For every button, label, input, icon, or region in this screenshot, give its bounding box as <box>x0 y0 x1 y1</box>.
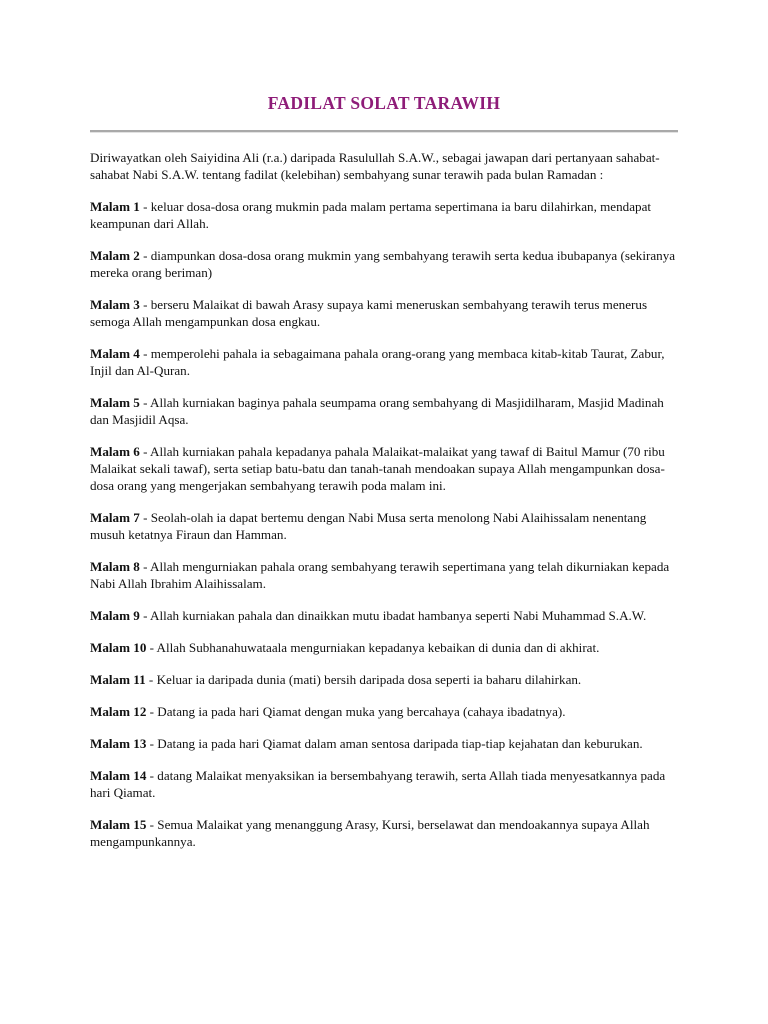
night-paragraph-4 <box>90 345 680 379</box>
night-label: Malam 5 <box>90 395 140 410</box>
night-description: - berseru Malaikat di bawah Arasy supaya kami meneruskan sembahyang terawih terus menerus semoga Allah mengampunkan dosa engkau. <box>90 297 648 329</box>
night-paragraph-5 <box>90 394 680 428</box>
intro-paragraph: Diriwayatkan oleh Saiyidina Ali (r.a.) daripada Rasulullah S.A.W., sebagai jawapan dari pertanyaan sahabat-sahabat Nabi S.A.W. tentang fadilat (kelebihan) sembahyang sunar terawih pada bulan Ramadan : <box>90 150 660 182</box>
document-title: FADILAT SOLAT TARAWIH <box>267 93 501 113</box>
night-paragraph-9 <box>90 607 680 624</box>
night-label: Malam 10 <box>90 640 147 655</box>
night-description: - Semua Malaikat yang menanggung Arasy, Kursi, berselawat dan mendoakannya supaya Allah mengampunkannya. <box>90 817 650 849</box>
night-paragraph-8 <box>90 558 680 592</box>
night-description: - Allah kurniakan pahala kepadanya pahala Malaikat-malaikat yang tawaf di Baitul Mamur (70 ribu Malaikat sekali tawaf), serta setiap batu-batu dan tanah-tanah mendoakan supaya Allah mengampunkan dosa-dosa orang yang mengerjakan sembahyang terawih poda malam ini. <box>90 444 665 493</box>
night-label: Malam 7 <box>90 510 140 525</box>
night-description: - Allah mengurniakan pahala orang sembahyang terawih sepertimana yang telah dikurniakan kepada Nabi Allah Ibrahim Alaihissalam. <box>90 559 670 591</box>
night-description: - Allah Subhanahuwataala mengurniakan kepadanya kebaikan di dunia dan di akhirat. <box>146 640 600 655</box>
document-body <box>90 149 680 865</box>
night-paragraph-2 <box>90 247 680 281</box>
night-paragraph-12 <box>90 703 680 720</box>
night-label: Malam 15 <box>90 817 147 832</box>
night-description: - Seolah-olah ia dapat bertemu dengan Nabi Musa serta menolong Nabi Alaihissalam nenentang musuh ketatnya Firaun dan Hamman. <box>90 510 647 542</box>
night-description: - memperolehi pahala ia sebagaimana pahala orang-orang yang membaca kitab-kitab Taurat, Zabur, Injil dan Al-Quran. <box>90 346 665 378</box>
night-description: - Keluar ia daripada dunia (mati) bersih daripada dosa seperti ia baharu dilahirkan. <box>145 672 582 687</box>
night-label: Malam 11 <box>90 672 146 687</box>
night-label: Malam 1 <box>90 199 140 214</box>
night-label: Malam 8 <box>90 559 140 574</box>
night-label: Malam 2 <box>90 248 140 263</box>
night-description: - diampunkan dosa-dosa orang mukmin yang sembahyang terawih serta kedua ibubapanya (sekiranya mereka orang beriman) <box>90 248 676 280</box>
title-divider <box>90 130 678 133</box>
night-paragraph-11 <box>90 671 680 688</box>
night-paragraph-6 <box>90 443 680 494</box>
night-label: Malam 3 <box>90 297 140 312</box>
night-paragraph-1 <box>90 198 680 232</box>
night-description: - datang Malaikat menyaksikan ia bersembahyang terawih, serta Allah tiada menyesatkannya pada hari Qiamat. <box>90 768 666 800</box>
night-description: - Allah kurniakan baginya pahala seumpama orang sembahyang di Masjidilharam, Masjid Madinah dan Masjidil Aqsa. <box>90 395 664 427</box>
night-label: Malam 14 <box>90 768 147 783</box>
night-label: Malam 4 <box>90 346 140 361</box>
night-paragraph-7 <box>90 509 680 543</box>
night-label: Malam 9 <box>90 608 140 623</box>
night-paragraph-15 <box>90 816 680 850</box>
night-label: Malam 12 <box>90 704 147 719</box>
night-label: Malam 6 <box>90 444 140 459</box>
night-paragraph-13 <box>90 735 680 752</box>
night-description: - Allah kurniakan pahala dan dinaikkan mutu ibadat hambanya seperti Nabi Muhammad S.A.W. <box>139 608 647 623</box>
night-label: Malam 13 <box>90 736 147 751</box>
night-description: - Datang ia pada hari Qiamat dengan muka yang bercahaya (cahaya ibadatnya). <box>146 704 566 719</box>
night-paragraph-14 <box>90 767 680 801</box>
night-paragraph-3 <box>90 296 680 330</box>
night-description: - keluar dosa-dosa orang mukmin pada malam pertama sepertimana ia baru dilahirkan, mendapat keampunan dari Allah. <box>90 199 652 231</box>
night-description: - Datang ia pada hari Qiamat dalam aman sentosa daripada tiap-tiap kejahatan dan keburukan. <box>146 736 643 751</box>
night-paragraph-10 <box>90 639 680 656</box>
